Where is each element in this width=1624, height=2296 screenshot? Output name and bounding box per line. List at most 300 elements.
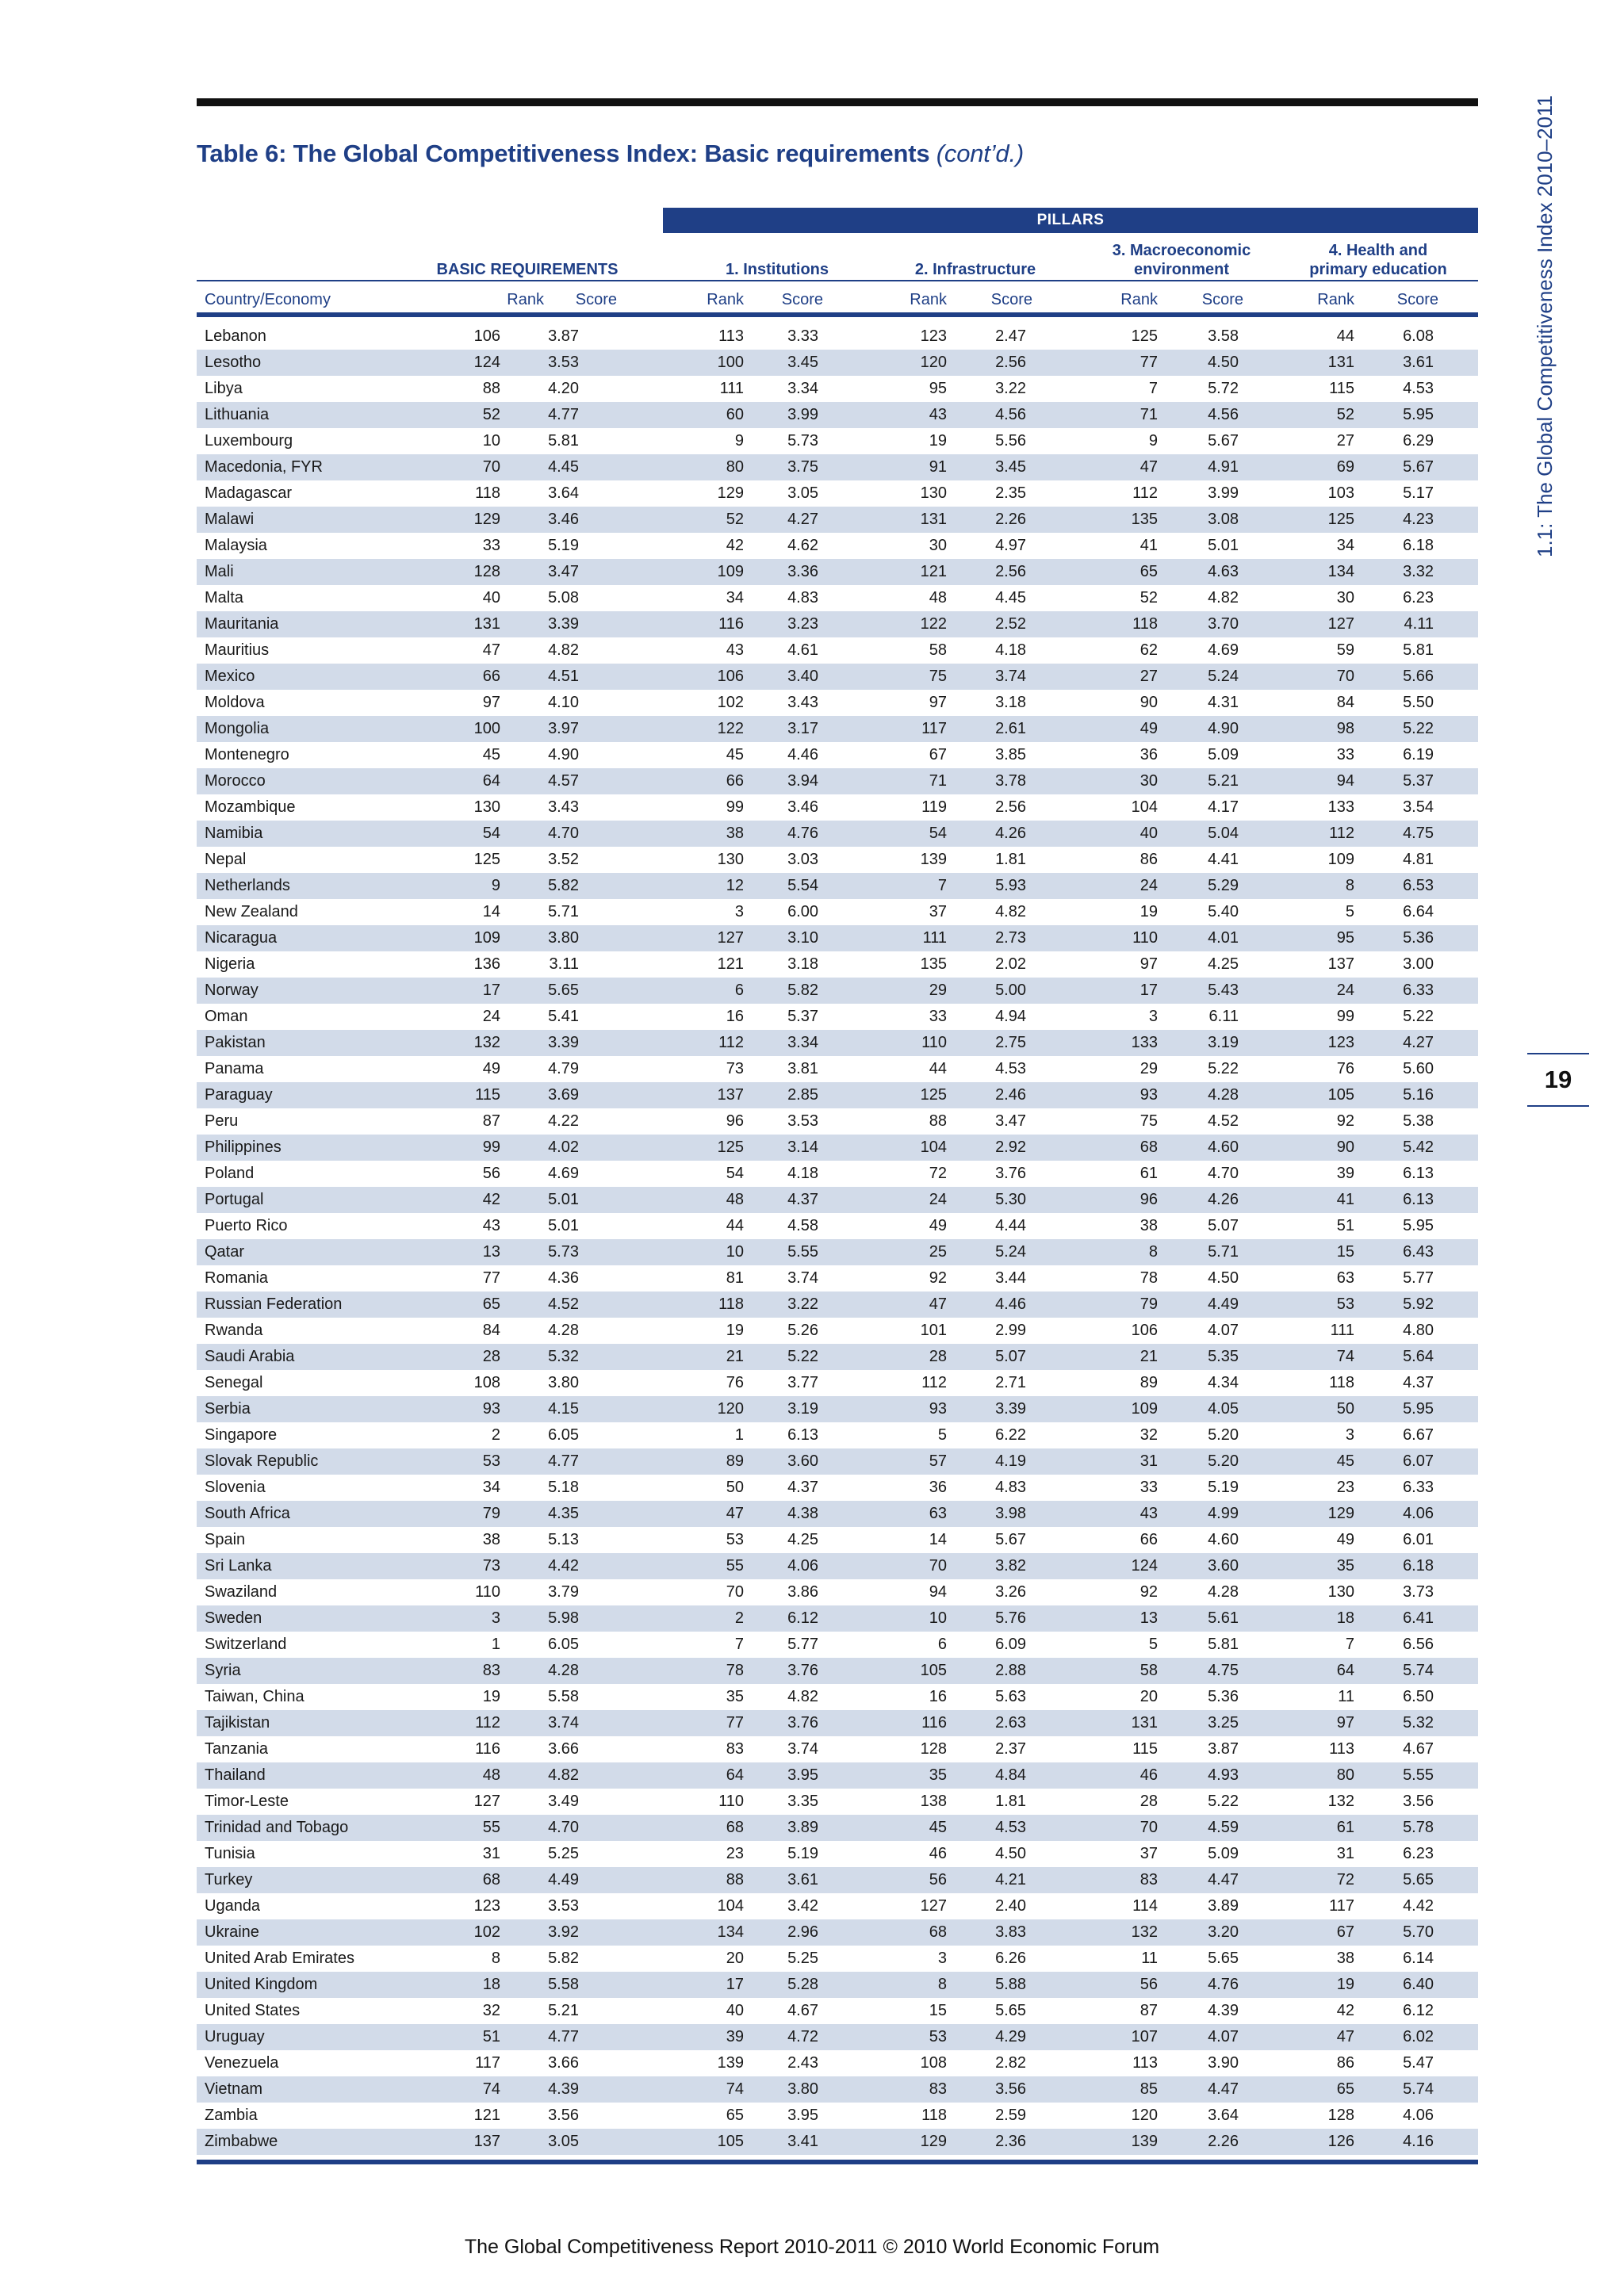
institutions-score: 3.22	[787, 1295, 818, 1313]
infrastructure-score: 3.18	[995, 694, 1026, 711]
institutions-rank: 23	[726, 1845, 744, 1862]
health-rank: 52	[1336, 406, 1354, 423]
infrastructure-score: 3.39	[995, 1400, 1026, 1418]
macro-rank: 83	[1139, 1871, 1158, 1888]
infrastructure-rank: 57	[929, 1452, 947, 1470]
institutions-score: 4.72	[787, 2028, 818, 2045]
basic-score: 5.71	[548, 903, 579, 920]
infrastructure-rank: 88	[929, 1112, 947, 1130]
country-name: Malawi	[205, 511, 255, 528]
institutions-rank: 3	[734, 903, 744, 920]
infrastructure-rank: 37	[929, 903, 947, 920]
table-row	[197, 821, 1478, 847]
institutions-score: 3.40	[787, 668, 818, 685]
table-row	[197, 925, 1478, 951]
table-title	[197, 140, 1024, 168]
health-score: 4.80	[1403, 1322, 1434, 1339]
health-score: 5.95	[1403, 1217, 1434, 1234]
health-rank: 128	[1327, 2107, 1354, 2124]
infrastructure-score: 3.74	[995, 668, 1026, 685]
infrastructure-rank: 30	[929, 537, 947, 554]
infrastructure-rank: 94	[929, 1583, 947, 1601]
table-row	[197, 951, 1478, 978]
health-rank: 64	[1336, 1662, 1354, 1679]
table-row	[197, 1684, 1478, 1710]
basic-rank: 31	[482, 1845, 500, 1862]
macro-rank: 114	[1132, 1897, 1158, 1915]
institutions-rank: 45	[726, 746, 744, 763]
basic-rank: 19	[482, 1688, 500, 1705]
institutions-rank: 6	[734, 982, 744, 999]
macro-rank: 41	[1139, 537, 1158, 554]
institutions-score: 5.28	[787, 1976, 818, 1993]
institutions-score: 3.10	[787, 929, 818, 947]
infrastructure-score: 2.56	[995, 563, 1026, 580]
institutions-rank: 60	[726, 406, 744, 423]
basic-rank: 52	[482, 406, 500, 423]
table-row	[197, 1815, 1478, 1841]
basic-score: 4.77	[548, 1452, 579, 1470]
macro-score: 4.26	[1208, 1191, 1239, 1208]
macro-rank: 139	[1131, 2133, 1158, 2150]
institutions-score: 3.45	[787, 354, 818, 371]
health-rank: 125	[1327, 511, 1354, 528]
institutions-score: 3.77	[787, 1374, 818, 1391]
health-score: 5.37	[1403, 772, 1434, 790]
institutions-rank: 105	[717, 2133, 744, 2150]
infrastructure-score: 2.56	[995, 798, 1026, 816]
country-name: Slovenia	[205, 1479, 266, 1496]
macro-score: 4.34	[1208, 1374, 1239, 1391]
country-name: Syria	[205, 1662, 241, 1679]
country-name: Mozambique	[205, 798, 296, 816]
institutions-score: 4.58	[787, 1217, 818, 1234]
health-score: 5.47	[1403, 2054, 1434, 2072]
infrastructure-rank: 116	[921, 1714, 947, 1732]
institutions-rank: 139	[717, 2054, 744, 2072]
health-score: 6.12	[1403, 2002, 1434, 2019]
table-row	[197, 1161, 1478, 1187]
infrastructure-score: 5.93	[995, 877, 1026, 894]
basic-score: 5.21	[548, 2002, 579, 2019]
health-score: 3.32	[1403, 563, 1434, 580]
health-rank: 118	[1329, 1374, 1354, 1391]
infrastructure-score: 2.71	[995, 1374, 1026, 1391]
macro-rank: 79	[1139, 1295, 1158, 1313]
infrastructure-rank: 110	[921, 1034, 947, 1051]
basic-score: 4.90	[548, 746, 579, 763]
infrastructure-score: 4.53	[995, 1060, 1026, 1077]
institutions-score: 4.62	[787, 537, 818, 554]
country-name: Sweden	[205, 1609, 262, 1627]
infrastructure-score: 3.44	[995, 1269, 1026, 1287]
infrastructure-score: 2.46	[995, 1086, 1026, 1104]
basic-score: 5.58	[548, 1688, 579, 1705]
table-row	[197, 1841, 1478, 1867]
health-rank: 49	[1336, 1531, 1354, 1548]
macro-rank: 56	[1139, 1976, 1158, 1993]
macro-score: 4.17	[1208, 798, 1239, 816]
health-score: 4.16	[1403, 2133, 1434, 2150]
infrastructure-score: 6.22	[995, 1426, 1026, 1444]
infrastructure-score: 2.02	[995, 955, 1026, 973]
macro-rank: 124	[1131, 1557, 1158, 1575]
macro-score: 4.90	[1208, 720, 1239, 737]
table-row	[197, 1370, 1478, 1396]
infrastructure-rank: 36	[929, 1479, 947, 1496]
infrastructure-rank: 97	[929, 694, 947, 711]
basic-score: 4.82	[548, 641, 579, 659]
macro-rank: 75	[1139, 1112, 1158, 1130]
country-name: Malta	[205, 589, 243, 607]
infrastructure-score: 2.59	[995, 2107, 1026, 2124]
basic-rank: 118	[475, 484, 500, 502]
health-score: 6.43	[1403, 1243, 1434, 1261]
country-name: Mauritania	[205, 615, 279, 633]
health-rank: 7	[1345, 1636, 1354, 1653]
macro-score: 3.99	[1208, 484, 1239, 502]
basic-rank: 131	[473, 615, 500, 633]
health-score: 6.18	[1403, 537, 1434, 554]
institutions-score: 3.34	[787, 1034, 818, 1051]
country-name: Singapore	[205, 1426, 278, 1444]
infrastructure-score: 2.73	[995, 929, 1026, 947]
country-name: Tanzania	[205, 1740, 269, 1758]
basic-rank: 73	[482, 1557, 500, 1575]
infrastructure-score: 5.88	[995, 1976, 1026, 1993]
macro-score: 4.60	[1208, 1531, 1239, 1548]
basic-score: 4.77	[548, 2028, 579, 2045]
health-score: 6.13	[1403, 1165, 1434, 1182]
institutions-rank: 121	[717, 955, 744, 973]
health-rank: 98	[1336, 720, 1354, 737]
institutions-score: 4.37	[787, 1479, 818, 1496]
infrastructure-score: 4.56	[995, 406, 1026, 423]
basic-rank: 116	[475, 1740, 500, 1758]
macro-rank: 78	[1139, 1269, 1158, 1287]
basic-score: 3.39	[548, 1034, 579, 1051]
table-row	[197, 1789, 1478, 1815]
macro-rank: 112	[1132, 484, 1158, 502]
infrastructure-rank: 129	[920, 2133, 947, 2150]
macro-rank: 133	[1131, 1034, 1158, 1051]
infrastructure-rank: 7	[937, 877, 947, 894]
health-rank: 27	[1336, 432, 1354, 450]
institutions-score: 3.74	[787, 1740, 818, 1758]
infrastructure-score: 3.85	[995, 746, 1026, 763]
column-header-country: Country/Economy	[205, 291, 331, 308]
infrastructure-score: 5.67	[995, 1531, 1026, 1548]
health-score: 4.42	[1403, 1897, 1434, 1915]
health-score: 5.95	[1403, 1400, 1434, 1418]
basic-rank: 137	[473, 2133, 500, 2150]
institutions-rank: 16	[726, 1008, 744, 1025]
country-name: Tajikistan	[205, 1714, 270, 1732]
health-score: 4.27	[1403, 1034, 1434, 1051]
header-rule	[197, 312, 1478, 317]
macro-rank: 17	[1139, 982, 1158, 999]
group-health-line2: primary education	[1309, 261, 1447, 278]
macro-rank: 11	[1141, 1950, 1158, 1967]
basic-score: 5.13	[548, 1531, 579, 1548]
institutions-score: 4.25	[787, 1531, 818, 1548]
health-score: 6.50	[1403, 1688, 1434, 1705]
institutions-rank: 113	[718, 327, 744, 345]
basic-rank: 34	[482, 1479, 500, 1496]
infrastructure-score: 2.92	[995, 1138, 1026, 1156]
macro-rank: 5	[1148, 1636, 1158, 1653]
institutions-score: 5.77	[787, 1636, 818, 1653]
country-name: Nigeria	[205, 955, 255, 973]
macro-rank: 68	[1139, 1138, 1158, 1156]
macro-rank: 28	[1139, 1793, 1158, 1810]
institutions-rank: 19	[726, 1322, 744, 1339]
infrastructure-score: 5.24	[995, 1243, 1026, 1261]
basic-score: 3.39	[548, 615, 579, 633]
basic-score: 4.15	[548, 1400, 579, 1418]
table-row	[197, 1213, 1478, 1239]
health-score: 5.38	[1403, 1112, 1434, 1130]
infrastructure-rank: 91	[929, 458, 947, 476]
basic-rank: 130	[473, 798, 500, 816]
institutions-score: 4.83	[787, 589, 818, 607]
institutions-rank: 20	[726, 1950, 744, 1967]
institutions-score: 3.99	[787, 406, 818, 423]
macro-score: 4.52	[1208, 1112, 1239, 1130]
basic-score: 4.49	[548, 1871, 579, 1888]
infrastructure-rank: 15	[929, 2002, 947, 2019]
infrastructure-score: 2.36	[995, 2133, 1026, 2150]
macro-score: 4.39	[1208, 2002, 1239, 2019]
institutions-score: 3.76	[787, 1662, 818, 1679]
basic-rank: 109	[473, 929, 500, 947]
basic-rank: 128	[473, 563, 500, 580]
table-row	[197, 428, 1478, 454]
institutions-score: 3.80	[787, 2080, 818, 2098]
macro-score: 4.93	[1208, 1766, 1239, 1784]
macro-score: 3.58	[1208, 327, 1239, 345]
health-rank: 53	[1336, 1295, 1354, 1313]
infrastructure-score: 2.35	[995, 484, 1026, 502]
health-rank: 133	[1327, 798, 1354, 816]
health-rank: 11	[1338, 1688, 1354, 1705]
table-row	[197, 899, 1478, 925]
country-name: Montenegro	[205, 746, 289, 763]
infrastructure-rank: 49	[929, 1217, 947, 1234]
basic-score: 3.79	[548, 1583, 579, 1601]
institutions-rank: 48	[726, 1191, 744, 1208]
macro-rank: 120	[1131, 2107, 1158, 2124]
table-row	[197, 1239, 1478, 1265]
health-rank: 105	[1327, 1086, 1354, 1104]
table-row	[197, 1004, 1478, 1030]
country-name: Namibia	[205, 825, 263, 842]
institutions-score: 3.95	[787, 1766, 818, 1784]
health-rank: 123	[1327, 1034, 1354, 1051]
country-name: Peru	[205, 1112, 239, 1130]
basic-rank: 77	[482, 1269, 500, 1287]
macro-rank: 131	[1131, 1714, 1158, 1732]
institutions-score: 3.81	[787, 1060, 818, 1077]
health-rank: 70	[1336, 668, 1354, 685]
infrastructure-score: 3.76	[995, 1165, 1026, 1182]
table-row	[197, 768, 1478, 794]
institutions-score: 3.43	[787, 694, 818, 711]
health-score: 6.19	[1403, 746, 1434, 763]
institutions-rank: 66	[726, 772, 744, 790]
infrastructure-score: 2.40	[995, 1897, 1026, 1915]
institutions-score: 3.36	[787, 563, 818, 580]
health-score: 4.75	[1403, 825, 1434, 842]
infrastructure-score: 6.09	[995, 1636, 1026, 1653]
institutions-rank: 21	[726, 1348, 744, 1365]
institutions-rank: 110	[718, 1793, 744, 1810]
infrastructure-rank: 28	[929, 1348, 947, 1365]
macro-rank: 110	[1132, 929, 1158, 947]
health-score: 5.92	[1403, 1295, 1434, 1313]
institutions-score: 5.19	[787, 1845, 818, 1862]
basic-rank: 83	[482, 1662, 500, 1679]
basic-score: 3.92	[548, 1923, 579, 1941]
basic-score: 3.74	[548, 1714, 579, 1732]
basic-rank: 1	[491, 1636, 500, 1653]
macro-score: 4.47	[1208, 1871, 1239, 1888]
infrastructure-rank: 10	[929, 1609, 947, 1627]
macro-rank: 27	[1139, 668, 1158, 685]
basic-score: 4.28	[548, 1662, 579, 1679]
health-rank: 34	[1336, 537, 1354, 554]
health-score: 4.11	[1404, 615, 1434, 633]
institutions-score: 3.19	[787, 1400, 818, 1418]
institutions-rank: 88	[726, 1871, 744, 1888]
country-name: United Kingdom	[205, 1976, 318, 1993]
side-running-header-text: 1.1: The Global Competitiveness Index 2010–2011	[1533, 95, 1557, 557]
macro-rank: 87	[1139, 2002, 1158, 2019]
basic-rank: 125	[473, 851, 500, 868]
macro-score: 4.28	[1208, 1583, 1239, 1601]
infrastructure-score: 5.00	[995, 982, 1026, 999]
institutions-rank: 111	[719, 380, 744, 397]
infrastructure-rank: 122	[920, 615, 947, 633]
infrastructure-score: 6.26	[995, 1950, 1026, 1967]
infrastructure-score: 4.94	[995, 1008, 1026, 1025]
institutions-score: 4.18	[787, 1165, 818, 1182]
health-rank: 115	[1329, 380, 1354, 397]
country-name: Nicaragua	[205, 929, 278, 947]
basic-score: 5.41	[548, 1008, 579, 1025]
institutions-score: 3.35	[787, 1793, 818, 1810]
basic-score: 5.58	[548, 1976, 579, 1993]
basic-rank: 49	[482, 1060, 500, 1077]
health-rank: 39	[1336, 1165, 1354, 1182]
health-score: 4.06	[1403, 2107, 1434, 2124]
basic-rank: 117	[475, 2054, 500, 2072]
infrastructure-rank: 58	[929, 641, 947, 659]
infrastructure-rank: 123	[920, 327, 947, 345]
institutions-score: 3.86	[787, 1583, 818, 1601]
country-name: Senegal	[205, 1374, 263, 1391]
institutions-score: 3.74	[787, 1269, 818, 1287]
infrastructure-rank: 135	[920, 955, 947, 973]
macro-score: 5.01	[1208, 537, 1239, 554]
macro-rank: 31	[1139, 1452, 1158, 1470]
country-name: Puerto Rico	[205, 1217, 288, 1234]
infrastructure-rank: 125	[920, 1086, 947, 1104]
table-row	[197, 1972, 1478, 1998]
infrastructure-rank: 16	[929, 1688, 947, 1705]
table-row	[197, 1082, 1478, 1108]
health-rank: 3	[1345, 1426, 1354, 1444]
basic-score: 5.08	[548, 589, 579, 607]
institutions-rank: 89	[726, 1452, 744, 1470]
basic-score: 4.70	[548, 1819, 579, 1836]
group-underline	[197, 280, 1478, 281]
infrastructure-score: 4.50	[995, 1845, 1026, 1862]
infrastructure-rank: 14	[929, 1531, 947, 1548]
table-row	[197, 716, 1478, 742]
health-score: 6.02	[1403, 2028, 1434, 2045]
institutions-score: 3.42	[787, 1897, 818, 1915]
country-name: Thailand	[205, 1766, 266, 1784]
country-name: Madagascar	[205, 484, 293, 502]
health-rank: 95	[1336, 929, 1354, 947]
infrastructure-rank: 53	[929, 2028, 947, 2045]
country-name: Spain	[205, 1531, 246, 1548]
infrastructure-rank: 104	[920, 1138, 947, 1156]
infrastructure-score: 5.30	[995, 1191, 1026, 1208]
basic-rank: 53	[482, 1452, 500, 1470]
basic-score: 3.43	[548, 798, 579, 816]
macro-score: 4.05	[1208, 1400, 1239, 1418]
health-rank: 103	[1327, 484, 1354, 502]
health-score: 6.33	[1403, 1479, 1434, 1496]
macro-score: 4.91	[1208, 458, 1239, 476]
health-score: 5.17	[1403, 484, 1434, 502]
infrastructure-rank: 68	[929, 1923, 947, 1941]
infrastructure-rank: 46	[929, 1845, 947, 1862]
macro-score: 5.04	[1208, 825, 1239, 842]
basic-score: 5.65	[548, 982, 579, 999]
macro-rank: 13	[1139, 1609, 1158, 1627]
macro-rank: 66	[1139, 1531, 1158, 1548]
country-name: Swaziland	[205, 1583, 278, 1601]
health-rank: 80	[1336, 1766, 1354, 1784]
basic-rank: 64	[482, 772, 500, 790]
infrastructure-score: 2.99	[995, 1322, 1026, 1339]
macro-rank: 90	[1139, 694, 1158, 711]
macro-score: 5.72	[1208, 380, 1239, 397]
institutions-score: 3.75	[787, 458, 818, 476]
basic-rank: 38	[482, 1531, 500, 1548]
pillars-header: PILLARS	[663, 208, 1478, 233]
infrastructure-rank: 71	[929, 772, 947, 790]
institutions-rank: 10	[726, 1243, 744, 1261]
health-score: 4.23	[1403, 511, 1434, 528]
health-score: 5.64	[1403, 1348, 1434, 1365]
health-rank: 47	[1336, 2028, 1354, 2045]
basic-score: 4.79	[548, 1060, 579, 1077]
data-table	[197, 323, 1478, 2155]
macro-score: 5.22	[1208, 1060, 1239, 1077]
basic-rank: 110	[475, 1583, 500, 1601]
basic-rank: 124	[473, 354, 500, 371]
column-header-rank: Rank	[910, 291, 947, 308]
infrastructure-rank: 48	[929, 589, 947, 607]
institutions-score: 4.82	[787, 1688, 818, 1705]
basic-rank: 43	[482, 1217, 500, 1234]
infrastructure-score: 4.83	[995, 1479, 1026, 1496]
institutions-rank: 50	[726, 1479, 744, 1496]
